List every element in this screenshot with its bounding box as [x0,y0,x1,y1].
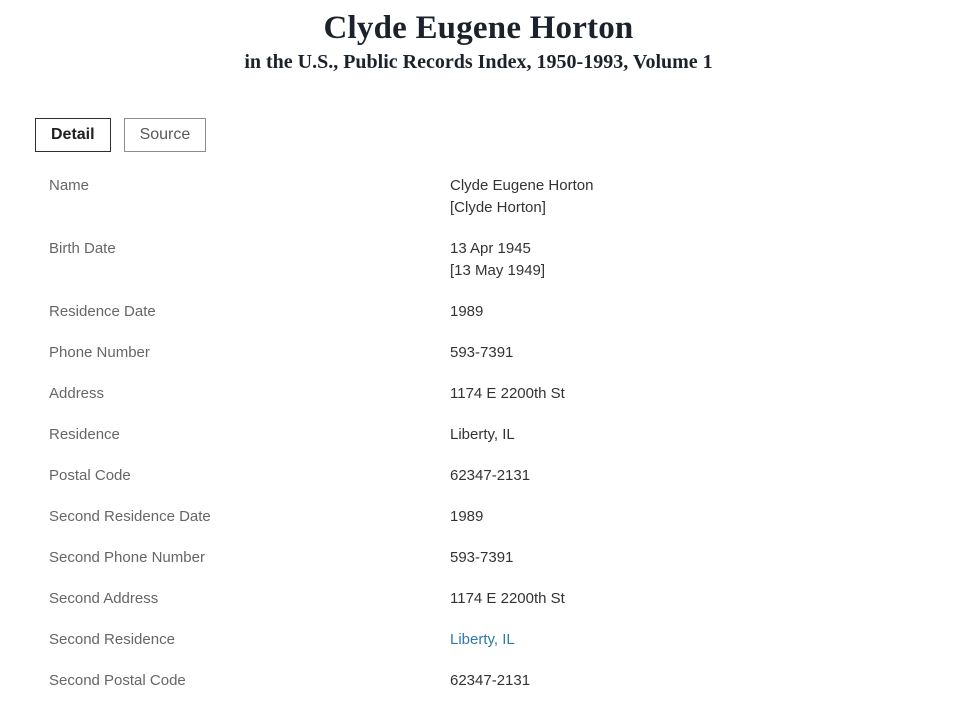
record-value-line: 62347-2131 [450,672,531,690]
record-row-name [49,175,957,219]
record-field-label: Residence [49,426,120,444]
record-value-line: 13 Apr 1945 [450,240,531,258]
record-field-value [450,301,483,323]
record-row-postal-code [49,465,957,487]
record-field-value [450,342,513,364]
record-field-label: Phone Number [49,344,150,362]
record-row-address [49,383,957,405]
record-row-phone-number [49,342,957,364]
tab-detail[interactable]: Detail [35,118,111,152]
record-value-line: Liberty, IL [450,426,515,444]
record-row-residence-date [49,301,957,323]
record-value-line: 1989 [450,303,484,321]
record-value-line: 1174 E 2200th St [450,385,565,403]
record-value-line: 593-7391 [450,549,514,567]
record-value-line: 1989 [450,508,484,526]
record-table [49,175,957,692]
record-value-line: 1174 E 2200th St [450,590,565,608]
record-row-second-residence [49,629,957,651]
record-field-label: Postal Code [49,467,131,485]
record-field-value [450,175,593,219]
record-row-second-postal-code [49,670,957,692]
record-row-birth-date [49,238,957,282]
record-row-second-address [49,588,957,610]
record-value-line: 62347-2131 [450,467,531,485]
record-field-label: Second Phone Number [49,549,205,567]
page-title: Clyde Eugene Horton [323,10,634,46]
record-field-label: Second Residence [49,631,175,649]
page-subtitle: in the U.S., Public Records Index, 1950-1993, Volume 1 [244,51,713,74]
record-field-value [450,383,565,405]
record-field-label: Residence Date [49,303,156,321]
record-field-label: Birth Date [49,240,116,258]
record-field-label: Second Residence Date [49,508,211,526]
record-field-value [450,547,513,569]
record-field-label: Second Postal Code [49,672,186,690]
record-field-value [450,238,545,282]
record-row-second-phone-number [49,547,957,569]
record-field-label: Name [49,177,90,195]
record-field-value [450,506,483,528]
record-value-line: 593-7391 [450,344,514,362]
record-value-line: [Clyde Horton] [450,199,546,217]
record-value-line: [13 May 1949] [450,262,546,280]
record-field-value [450,588,565,610]
record-field-value [450,465,530,487]
record-header [0,0,957,74]
record-field-value [450,424,515,446]
record-row-residence [49,424,957,446]
record-field-value [450,670,530,692]
tab-source[interactable]: Source [124,118,207,152]
record-field-label: Second Address [49,590,159,608]
record-field-value [450,629,515,651]
tab-bar [35,118,957,152]
record-value-line: Clyde Eugene Horton [450,177,594,195]
record-field-label: Address [49,385,105,403]
record-row-second-residence-date [49,506,957,528]
second-residence-link[interactable]: Liberty, IL [450,631,515,649]
